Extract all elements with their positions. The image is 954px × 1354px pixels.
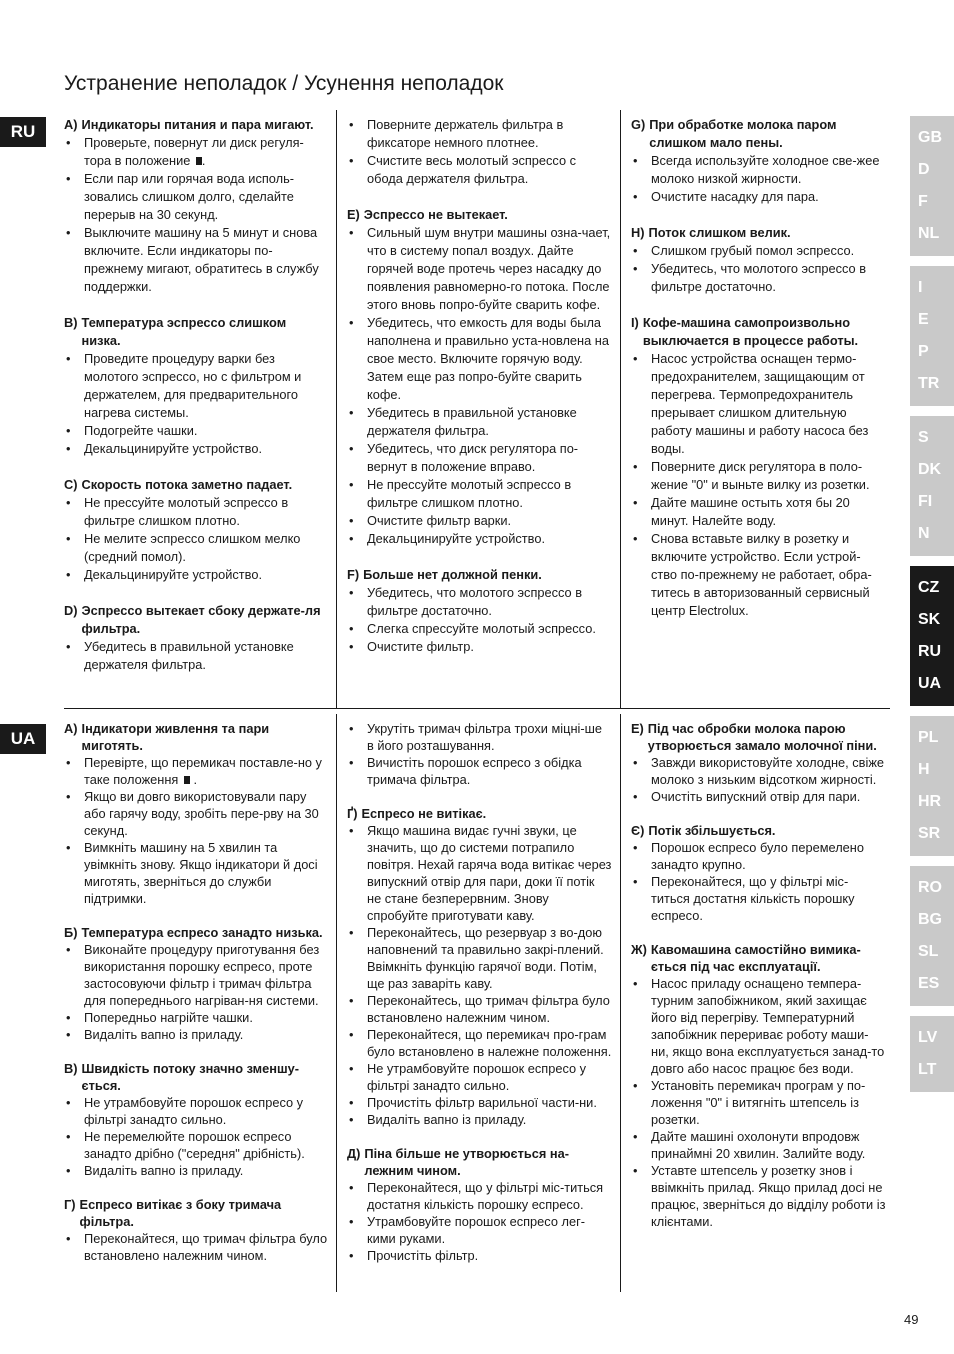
issue-heading <box>631 224 886 242</box>
remedy-item <box>347 822 612 924</box>
remedy-item <box>631 152 886 188</box>
remedy-item <box>64 1230 328 1264</box>
language-tab-d[interactable]: D <box>918 161 930 178</box>
remedy-text: Вичистіть порошок еспресо з обідка тримача фільтра. <box>367 755 582 787</box>
remedy-list <box>64 1094 328 1179</box>
issue-heading <box>64 924 328 941</box>
remedy-item <box>347 530 612 548</box>
language-tab-ru[interactable]: RU <box>918 643 942 660</box>
remedy-item <box>347 1060 612 1094</box>
remedy-text: Всегда используйте холодное све-жее молоко низкой жирности. <box>651 153 880 186</box>
issue-title: Швидкість потоку значно зменшу-ється. <box>81 1061 300 1093</box>
issue-letter: E) <box>347 207 360 222</box>
issue-letter: Б) <box>64 925 78 940</box>
remedy-text: Видаліть вапно із приладу. <box>367 1112 527 1127</box>
issue-title: Больше нет должной пенки. <box>363 567 542 582</box>
remedy-item <box>64 1128 328 1162</box>
remedy-text: Виконайте процедуру приготування без використання порошку еспресо, проте застосовуючи фільтр і тримач фільтра для попереднього нагріван-ня системи. <box>84 942 320 1008</box>
remedy-text: Завжди використовуйте холодне, свіже молоко з низьким відсотком жирності. <box>651 755 885 787</box>
remedy-item <box>631 458 886 494</box>
remedy-text: Очистите фильтр. <box>367 639 474 654</box>
remedy-item <box>631 494 886 530</box>
issue-title: Потік збільшується. <box>648 823 776 838</box>
spacer <box>64 1179 328 1196</box>
language-tab-es[interactable]: ES <box>918 975 940 992</box>
page-title: Устранение неполадок / Усунення неполадок <box>64 72 504 95</box>
issue-letter: D) <box>64 603 78 618</box>
language-tab-tr[interactable]: TR <box>918 375 940 392</box>
remedy-list <box>347 224 612 548</box>
language-tab-ua[interactable]: UA <box>918 675 942 692</box>
remedy-text: Не прессуйте молотый эспрессо в фильтре слишком плотно. <box>367 477 572 510</box>
remedy-item <box>347 1026 612 1060</box>
lang-badge-ua: UA <box>0 724 46 754</box>
remedy-item <box>347 1213 612 1247</box>
issue-letter: F) <box>347 567 360 582</box>
issue-title: Піна більше не утворюється на-лежним чином. <box>364 1146 569 1178</box>
remedy-text: Декальцинируйте устройство. <box>84 567 263 582</box>
remedy-item <box>64 1009 328 1026</box>
language-tab-bg[interactable]: BG <box>918 911 942 928</box>
spacer <box>64 584 328 602</box>
issue-heading <box>64 602 328 638</box>
remedy-text: Не мелите эспрессо слишком мелко (средний помол). <box>84 531 301 564</box>
issue-heading <box>347 805 612 822</box>
language-tab-n[interactable]: N <box>918 525 930 542</box>
remedy-text: Переконайтеся, що у фільтрі міс-титься достатня кількість порошку еспресо. <box>651 874 855 923</box>
remedy-item <box>347 116 612 152</box>
remedy-list <box>347 822 612 1128</box>
remedy-item <box>64 350 328 422</box>
remedy-text: Не утрамбовуйте порошок еспресо у фільтрі занадто сильно. <box>84 1095 304 1127</box>
language-tab-sl[interactable]: SL <box>918 943 939 960</box>
remedy-list <box>64 350 328 458</box>
ua-column-3 <box>620 714 890 1292</box>
issue-title: Поток слишком велик. <box>648 225 791 240</box>
issue-heading <box>347 1145 612 1179</box>
remedy-text: Декальцинируйте устройство. <box>84 441 263 456</box>
position-indicator-icon <box>184 776 190 784</box>
remedy-text: Если пар или горячая вода исполь-зовались слишком долго, сделайте перерыв на 30 секунд. <box>84 171 295 222</box>
remedy-item <box>347 1094 612 1111</box>
remedy-list <box>347 1179 612 1264</box>
remedy-list <box>64 494 328 584</box>
remedy-item <box>64 1026 328 1043</box>
language-tab-sr[interactable]: SR <box>918 825 941 842</box>
remedy-item <box>631 1162 886 1230</box>
remedy-text: Слишком грубый помол эспрессо. <box>651 243 855 258</box>
issue-heading <box>631 314 886 350</box>
remedy-text: Порошок еспресо було перемелено занадто крупно. <box>651 840 864 872</box>
remedy-text: Счистите весь молотый эспрессо с обода держателя фильтра. <box>367 153 577 186</box>
remedy-list <box>64 638 328 674</box>
remedy-item <box>347 992 612 1026</box>
issue-heading <box>347 566 612 584</box>
remedy-text: Убедитесь, что емкость для воды была наполнена и правильно уста-новлена на свое место. Включите горячую воду. Затем еще раз попро-буйте сварить кофе. <box>367 315 609 402</box>
issue-title: Эспрессо вытекает сбоку держате-ля фильтра. <box>81 603 321 636</box>
remedy-list <box>64 1230 328 1264</box>
issue-heading <box>631 822 886 839</box>
remedy-text: Слегка спрессуйте молотый эспрессо. <box>367 621 596 636</box>
language-tab-lv[interactable]: LV <box>918 1029 938 1046</box>
language-tab-h[interactable]: H <box>918 761 930 778</box>
remedy-item <box>64 170 328 224</box>
remedy-item <box>347 440 612 476</box>
remedy-list <box>64 941 328 1043</box>
spacer <box>631 206 886 224</box>
remedy-list <box>347 720 612 788</box>
remedy-text: Насос устройства оснащен термо-предохранителем, защищающим от перегрева. Термопредохранитель прерывает слишком длительную работу машины и работу насоса без воды. <box>651 351 869 456</box>
issue-letter: Ґ) <box>347 806 358 821</box>
remedy-item <box>347 314 612 404</box>
remedy-item <box>631 1128 886 1162</box>
issue-letter: Г) <box>64 1197 76 1212</box>
remedy-item <box>631 873 886 924</box>
remedy-text: Переконайтесь, що тримач фільтра було встановлено належним чином. <box>367 993 610 1025</box>
issue-heading <box>347 206 612 224</box>
remedy-text: Укрутіть тримач фільтра трохи міцні-ше в його розташування. <box>367 721 603 753</box>
remedy-text: Поверните держатель фильтра в фиксаторе немного плотнее. <box>367 117 564 150</box>
remedy-item <box>347 404 612 440</box>
remedy-item <box>347 1179 612 1213</box>
remedy-text: Не перемелюйте порошок еспресо занадто дрібно ("середня" дрібність). <box>84 1129 305 1161</box>
issue-letter: B) <box>64 315 78 330</box>
issue-letter: А) <box>64 721 78 736</box>
remedy-text: Дайте машині охолонути впродовж принаймні 20 хвилин. Залийте воду. <box>651 1129 866 1161</box>
remedy-text: Переконайтесь, що резервуар з во-дою наповнений та правильно закрі-плений. Ввімкніть функцію гарячої води. Потім, ще раз заваріть каву. <box>367 925 604 991</box>
language-tab-f[interactable]: F <box>918 193 928 210</box>
remedy-item <box>64 224 328 296</box>
tab-group <box>910 1016 954 1092</box>
language-tab-dk[interactable]: DK <box>918 461 942 478</box>
issue-letter: H) <box>631 225 645 240</box>
remedy-text: Попередньо нагрійте чашки. <box>84 1010 253 1025</box>
remedy-text: Видаліть вапно із приладу. <box>84 1027 244 1042</box>
issue-letter: G) <box>631 117 646 132</box>
remedy-item <box>64 530 328 566</box>
tab-group <box>910 716 954 856</box>
remedy-text: Якщо ви довго використовували пару або гарячу воду, зробіть пере-рву на 30 секунд. <box>84 789 319 838</box>
remedy-list <box>631 242 886 296</box>
issue-title: Эспрессо не вытекает. <box>363 207 508 222</box>
remedy-list <box>347 584 612 656</box>
spacer <box>347 788 612 805</box>
lang-badge-ru: RU <box>0 117 46 147</box>
spacer <box>347 188 612 206</box>
ru-column-3 <box>620 110 890 708</box>
remedy-list <box>631 350 886 620</box>
section-ru <box>64 110 890 708</box>
remedy-item <box>347 638 612 656</box>
issue-heading <box>631 941 886 975</box>
remedy-text: Прочистіть фільтр. <box>367 1248 479 1263</box>
language-tab-e[interactable]: E <box>918 311 929 328</box>
spacer <box>64 1043 328 1060</box>
spacer <box>631 805 886 822</box>
issue-letter: A) <box>64 117 78 132</box>
issue-title: Індикатори живлення та пари миготять. <box>81 721 270 753</box>
language-tab-ro[interactable]: RO <box>918 879 942 896</box>
remedy-text: Очистіть випускний отвір для пари. <box>651 789 861 804</box>
spacer <box>347 1128 612 1145</box>
remedy-text: Проведите процедуру варки без молотого эспрессо, но с фильтром и держателем, для предварительного нагрева системы. <box>84 351 302 420</box>
ua-column-2 <box>336 714 620 1292</box>
issue-title: Еспресо витікає з боку тримача фільтра. <box>79 1197 282 1229</box>
spacer <box>64 907 328 924</box>
remedy-item <box>347 720 612 754</box>
spacer <box>64 458 328 476</box>
remedy-text: Убедитесь, что молотого эспрессо в фильтре достаточно. <box>367 585 583 618</box>
remedy-item <box>631 530 886 620</box>
remedy-item <box>631 1077 886 1128</box>
issue-heading <box>64 720 328 754</box>
spacer <box>347 548 612 566</box>
language-tab-sk[interactable]: SK <box>918 611 941 628</box>
issue-heading <box>64 116 328 134</box>
issue-title: Температура еспресо занадто низька. <box>81 925 323 940</box>
remedy-item <box>347 1247 612 1264</box>
remedy-item <box>347 152 612 188</box>
position-indicator-icon <box>196 157 202 165</box>
remedy-item <box>347 224 612 314</box>
language-tab-i[interactable]: I <box>918 279 923 296</box>
remedy-item <box>64 638 328 674</box>
remedy-item <box>347 1111 612 1128</box>
remedy-item <box>64 494 328 530</box>
remedy-text: Убедитесь, что диск регулятора по-вернут в положение вправо. <box>367 441 579 474</box>
spacer <box>631 924 886 941</box>
tab-group <box>910 116 954 256</box>
tab-group <box>910 416 954 556</box>
remedy-list <box>631 975 886 1230</box>
remedy-text: Якщо машина видає гучні звуки, це значить, що до системи потрапило повітря. Нехай гаряча вода витікає через випускний отвір для пари, доки її потік не стане безперервним. Знову спробуйте приготувати каву. <box>367 823 612 923</box>
remedy-item <box>347 584 612 620</box>
remedy-text: Уставте штепсель у розетку знов і ввімкніть прилад. Якщо прилад досі не працює, зверніться до відділу роботи із клієнтами. <box>651 1163 886 1229</box>
remedy-item <box>631 188 886 206</box>
remedy-list <box>631 839 886 924</box>
remedy-text: Насос приладу оснащено темпера-турним запобіжником, який захищає його від перегріву. Температурний запобіжник перериває роботу маши-ни, якщо вона експлуатується занад-то довго або насос працює без води. <box>651 976 885 1076</box>
issue-letter: Ж) <box>631 942 647 957</box>
page-number: 49 <box>904 1312 919 1327</box>
remedy-list <box>64 754 328 907</box>
issue-heading <box>631 720 886 754</box>
remedy-item <box>64 422 328 440</box>
spacer <box>64 296 328 314</box>
remedy-text: Дайте машине остыть хотя бы 20 минут. Налейте воду. <box>651 495 850 528</box>
language-tabs <box>910 116 954 1102</box>
remedy-text: Снова вставьте вилку в розетку и включите устройство. Если устрой-ство по-прежнему не работает, обра-титесь в авторизованный сервисный центр Electrolux. <box>651 531 872 618</box>
remedy-item <box>64 839 328 907</box>
remedy-text: Не утрамбовуйте порошок еспресо у фільтрі занадто сильно. <box>367 1061 587 1093</box>
remedy-text: Подогрейте чашки. <box>84 423 198 438</box>
issue-title: Кофе-машина самопроизвольно выключается в процессе работы. <box>642 315 859 348</box>
remedy-item <box>631 754 886 788</box>
remedy-item <box>64 566 328 584</box>
remedy-item: • Перевірте, що перемикач поставле-но у таке положення . <box>64 754 328 788</box>
ua-column-1 <box>64 714 336 1292</box>
remedy-list <box>64 134 328 296</box>
issue-letter: C) <box>64 477 78 492</box>
spacer <box>631 296 886 314</box>
issue-heading <box>64 1060 328 1094</box>
tab-group <box>910 866 954 1006</box>
remedy-text: Перевірте, що перемикач поставле-но у таке положення <box>84 755 322 787</box>
issue-letter: Є) <box>631 823 645 838</box>
remedy-text: Утрамбовуйте порошок еспресо лег-кими руками. <box>367 1214 586 1246</box>
issue-heading <box>64 1196 328 1230</box>
remedy-text: Убедитесь в правильной установке держателя фильтра. <box>84 639 294 672</box>
remedy-item <box>631 242 886 260</box>
issue-heading <box>64 314 328 350</box>
issue-letter: В) <box>64 1061 78 1076</box>
ru-column-2 <box>336 110 620 708</box>
issue-letter: I) <box>631 315 639 330</box>
language-tab-p[interactable]: P <box>918 343 929 360</box>
remedy-text: Убедитесь, что молотого эспрессо в фильтре достаточно. <box>651 261 867 294</box>
remedy-item <box>631 260 886 296</box>
remedy-list <box>347 116 612 188</box>
language-tab-fi[interactable]: FI <box>918 493 933 510</box>
remedy-item <box>64 1162 328 1179</box>
remedy-item <box>347 512 612 530</box>
language-tab-gb[interactable]: GB <box>918 129 942 146</box>
section-ua <box>64 714 890 1292</box>
language-tab-s[interactable]: S <box>918 429 929 446</box>
issue-letter: Д) <box>347 1146 361 1161</box>
remedy-item <box>64 440 328 458</box>
remedy-text: Очистите насадку для пара. <box>651 189 819 204</box>
remedy-text: Вимкніть машину на 5 хвилин та увімкніть знову. Якщо індикатори й досі миготять, зверніться до служби підтримки. <box>84 840 318 906</box>
remedy-item <box>347 754 612 788</box>
remedy-text: Установіть перемикач програм у по-ложення "0" і витягніть штепсель із розетки. <box>651 1078 866 1127</box>
language-tab-cz[interactable]: CZ <box>918 579 940 596</box>
ru-column-1 <box>64 110 336 708</box>
issue-letter: Е) <box>631 721 644 736</box>
remedy-item <box>64 1094 328 1128</box>
language-tab-nl[interactable]: NL <box>918 225 940 242</box>
remedy-text: Декальцинируйте устройство. <box>367 531 546 546</box>
issue-title: Индикаторы питания и пара мигают. <box>81 117 314 132</box>
remedy-text: Убедитесь в правильной установке держателя фильтра. <box>367 405 577 438</box>
issue-title: Кавомашина самостійно вимика-ється під час експлуатації. <box>650 942 861 974</box>
remedy-item <box>64 788 328 839</box>
remedy-item <box>347 924 612 992</box>
remedy-text: Прочистіть фільтр варильної части-ни. <box>367 1095 597 1110</box>
remedy-item <box>347 620 612 638</box>
issue-title: При обработке молока паром слишком мало пены. <box>649 117 837 150</box>
tab-group <box>910 266 954 406</box>
language-tab-pl[interactable]: PL <box>918 729 939 746</box>
remedy-text: Переконайтеся, що у фільтрі міс-титься достатня кількість порошку еспресо. <box>367 1180 604 1212</box>
remedy-text: Видаліть вапно із приладу. <box>84 1163 244 1178</box>
remedy-text: Переконайтеся, що тримач фільтра було встановлено належним чином. <box>84 1231 328 1263</box>
remedy-list <box>631 754 886 805</box>
remedy-text: Переконайтеся, що перемикач про-грам було встановлено в належне положення. <box>367 1027 612 1059</box>
remedy-item <box>631 788 886 805</box>
remedy-item <box>347 476 612 512</box>
issue-title: Під час обробки молока парою утворюється замало молочної піни. <box>647 721 877 753</box>
language-tab-lt[interactable]: LT <box>918 1061 937 1078</box>
remedy-item <box>631 975 886 1077</box>
issue-heading <box>631 116 886 152</box>
issue-title: Скорость потока заметно падает. <box>81 477 293 492</box>
issue-title: Еспресо не витікає. <box>361 806 487 821</box>
remedy-item <box>631 350 886 458</box>
remedy-text: Проверьте, повернут ли диск регуля-тора в положение <box>84 135 304 168</box>
remedy-text: Поверните диск регулятора в поло-жение "0" и выньте вилку из розетки. <box>651 459 870 492</box>
remedy-item: • Проверьте, повернут ли диск регуля-тора в положение . <box>64 134 328 170</box>
remedy-text: Выключите машину на 5 минут и снова включите. Если индикаторы по-прежнему мигают, обратитесь в службу поддержки. <box>84 225 319 294</box>
section-divider <box>64 708 890 709</box>
remedy-list <box>631 152 886 206</box>
remedy-text: Сильный шум внутри машины озна-чает, что в систему попал воздух. Дайте горячей воде протечь через насадку до появления равномерно-го потока. После этого вновь попро-буйте сварить кофе. <box>367 225 611 312</box>
remedy-item <box>64 941 328 1009</box>
language-tab-hr[interactable]: HR <box>918 793 942 810</box>
tab-group <box>910 566 954 706</box>
remedy-text: Не прессуйте молотый эспрессо в фильтре слишком плотно. <box>84 495 289 528</box>
issue-title: Температура эспрессо слишком низка. <box>81 315 287 348</box>
issue-heading <box>64 476 328 494</box>
remedy-text: Очистите фильтр варки. <box>367 513 512 528</box>
remedy-item <box>631 839 886 873</box>
